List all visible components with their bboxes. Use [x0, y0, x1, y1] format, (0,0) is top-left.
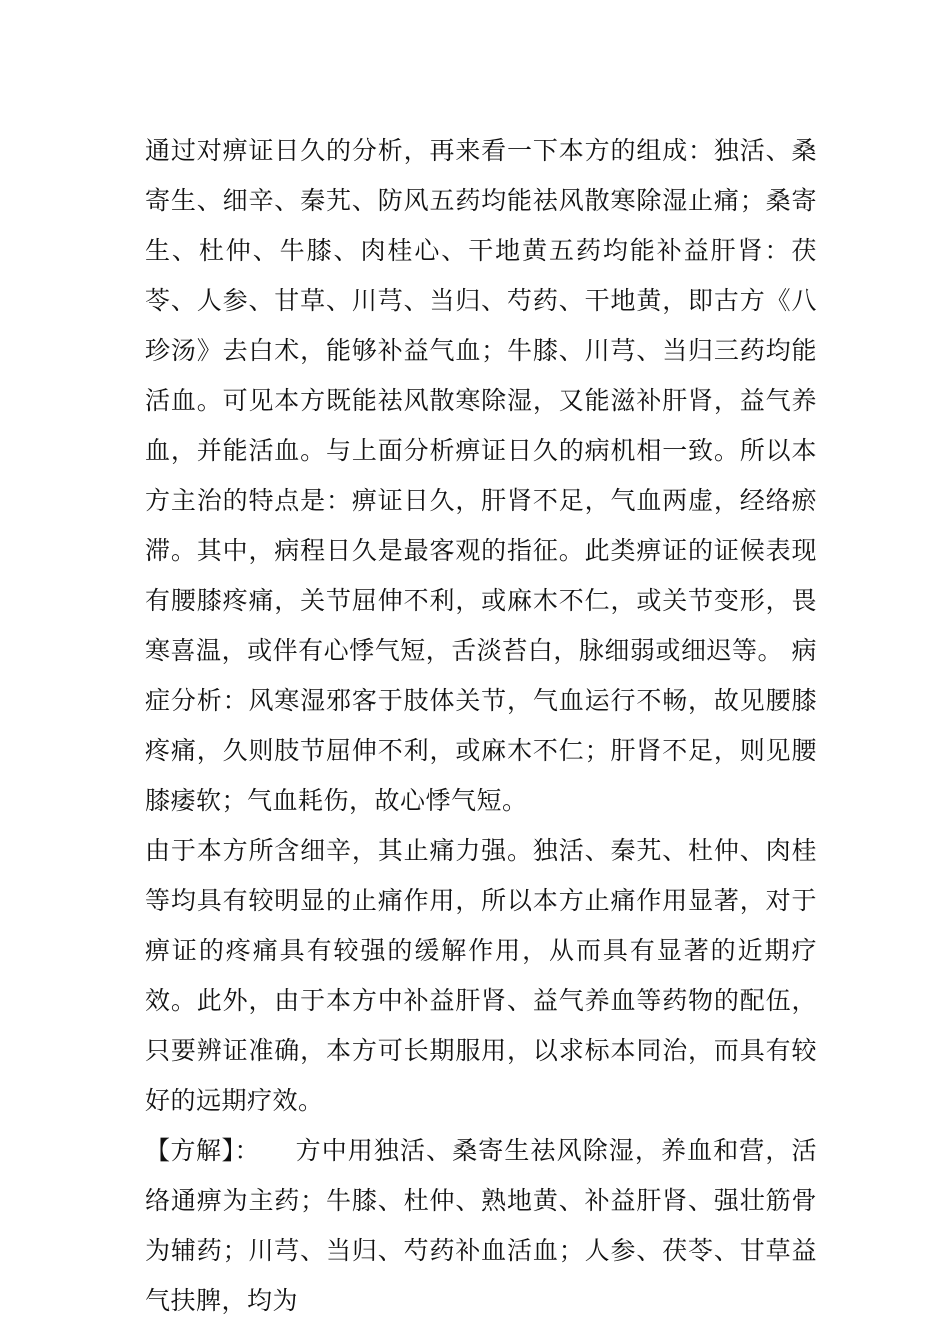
fangjie-text: 方中用独活、桑寄生祛风除湿，养血和营，活络通痹为主药；牛膝、杜仲、熟地黄、补益肝肾、强壮筋骨为辅药；川芎、当归、芍药补血活血；人参、茯苓、甘草益气扶脾，均为	[145, 1136, 817, 1315]
paragraph-efficacy: 由于本方所含细辛，其止痛力强。独活、秦艽、杜仲、肉桂等均具有较明显的止痛作用，所以本方止痛作用显著，对于痹证的疼痛具有较强的缓解作用，从而具有显著的近期疗效。此外，由于本方中补益肝肾、益气养血等药物的配伍，只要辨证准确，本方可长期服用，以求标本同治，而具有较好的远期疗效。	[145, 836, 817, 1115]
paragraph-analysis: 通过对痹证日久的分析，再来看一下本方的组成：独活、桑寄生、细辛、秦艽、防风五药均能祛风散寒除湿止痛；桑寄生、杜仲、牛膝、肉桂心、干地黄五药均能补益肝肾：茯苓、人参、甘草、川芎、当归、芍药、干地黄，即古方《八珍汤》去白术，能够补益气血；牛膝、川芎、当归三药均能活血。可见本方既能祛风散寒除湿，又能滋补肝肾，益气养血，并能活血。与上面分析痹证日久的病机相一致。所以本方主治的特点是：痹证日久，肝肾不足，气血两虚，经络瘀滞。其中，病程日久是最客观的指征。此类痹证的证候表现有腰膝疼痛，关节屈伸不利，或麻木不仁，或关节变形，畏寒喜温，或伴有心悸气短，舌淡苔白，脉细弱或细迟等。 病症分析：风寒湿邪客于肢体关节，气血运行不畅，故见腰膝疼痛，久则肢节屈伸不利，或麻木不仁；肝肾不足，则见腰膝痿软；气血耗伤，故心悸气短。	[145, 136, 817, 815]
paragraph-fangjie	[145, 1126, 817, 1326]
fangjie-label: 【方解】：	[145, 1136, 261, 1165]
document-body	[145, 126, 817, 1326]
